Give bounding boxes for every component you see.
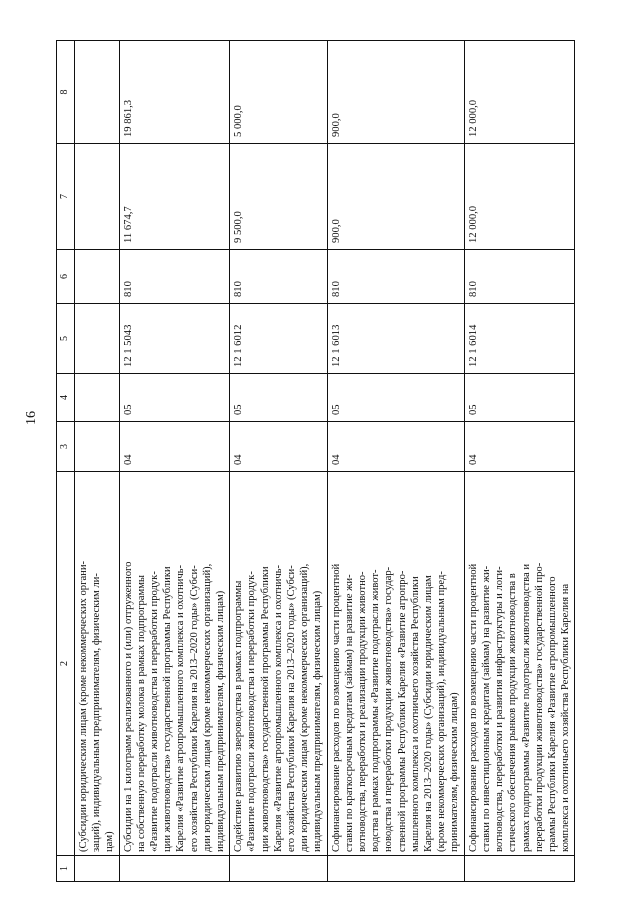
description-cell: [75, 472, 120, 856]
col1-cell: [327, 856, 464, 882]
col8-amount-cell: 5 000,0: [230, 41, 327, 144]
description-line: рамках подпрограммы «Развитие подотрасли животноводства и: [520, 563, 532, 852]
col3-cell: 04: [464, 422, 575, 472]
description-cell: [119, 472, 230, 856]
col7-amount-cell: 11 674,7: [119, 144, 230, 250]
table-body: [75, 41, 575, 882]
header-cell: 5: [57, 304, 75, 374]
description-line: Содействие развитию звероводства в рамках подпрограммы: [233, 580, 245, 852]
description-line: его хозяйства Республики Карелия на 2013–2020 годы» (Субси-: [188, 565, 200, 852]
description-line: ции животноводства» государственной программы Республики: [162, 566, 174, 852]
col1-cell: [75, 856, 120, 882]
col7-amount-cell: 12 000,0: [464, 144, 575, 250]
description-cell: [230, 472, 327, 856]
rotated-page: [56, 41, 640, 882]
col8-amount-cell: [75, 41, 120, 144]
description-line: его хозяйства Республики Карелия на 2013–2020 годы» (Субси-: [286, 565, 298, 852]
header-row: [57, 41, 75, 882]
col6-cell: 810: [119, 250, 230, 304]
col1-cell: [464, 856, 575, 882]
description-line: (кроме некоммерческих организаций), индивидуальным пред-: [436, 571, 448, 852]
description-line: переработки продукции животноводства» государственной про-: [533, 562, 545, 852]
description-line: индивидуальным предпринимателям, физическим лицам): [312, 590, 324, 852]
col8-amount-cell: 12 000,0: [464, 41, 575, 144]
description-line: ственной программы Республики Карелия «Развитие агропро-: [396, 570, 408, 852]
description-cell: [327, 472, 464, 856]
col4-cell: 05: [230, 374, 327, 422]
header-cell: 8: [57, 41, 75, 144]
description-line: стического обеспечения рынков продукции животноводства в: [507, 573, 519, 852]
table-row: [464, 41, 575, 882]
description-line: комплекса и охотничьего хозяйства Республики Карелия на: [560, 583, 572, 852]
header-cell: 3: [57, 422, 75, 472]
col4-cell: 05: [119, 374, 230, 422]
description-line: цам): [104, 831, 116, 852]
col1-cell: [119, 856, 230, 882]
col3-cell: 04: [327, 422, 464, 472]
description-line: водства в рамках подпрограммы «Развитие подотрасли живот-: [370, 569, 382, 852]
col5-code-cell: 12 1 6013: [327, 304, 464, 374]
page-number: 16: [24, 411, 39, 425]
description-line: «Развитие подотрасли животноводства и переработки продук-: [149, 571, 161, 852]
description-line: ции животноводства» государственной программы Республики: [259, 566, 271, 852]
description-line: новодства и переработки продукции животноводства» государ-: [383, 566, 395, 852]
table-row: [327, 41, 464, 882]
header-cell: 7: [57, 144, 75, 250]
col1-cell: [230, 856, 327, 882]
col7-amount-cell: [75, 144, 120, 250]
col5-code-cell: 12 1 5043: [119, 304, 230, 374]
col8-amount-cell: 900,0: [327, 41, 464, 144]
col5-code-cell: [75, 304, 120, 374]
description-line: на собственную переработку молока в рамках подпрограммы: [135, 574, 147, 852]
header-cell: 1: [57, 856, 75, 882]
description-line: индивидуальным предпринимателям, физическим лицам): [215, 590, 227, 852]
description-line: вотноводства, переработки и реализации продукции животно-: [357, 571, 369, 852]
header-cell: 2: [57, 472, 75, 856]
col3-cell: [75, 422, 120, 472]
col4-cell: [75, 374, 120, 422]
description-cell: [464, 472, 575, 856]
col6-cell: 810: [230, 250, 327, 304]
budget-table: [56, 40, 575, 882]
description-line: вотноводства, переработки и развития инфраструктуры и логи-: [494, 566, 506, 852]
col5-code-cell: 12 1 6014: [464, 304, 575, 374]
description-line: граммы Республики Карелия «Развитие агропромышленного: [546, 576, 558, 852]
description-line: дии юридическим лицам (кроме некоммерческих организаций),: [299, 563, 311, 852]
description-line: ставки по краткосрочным кредитам (займам) на развитие жи-: [343, 574, 355, 852]
col3-cell: 04: [119, 422, 230, 472]
description-line: Субсидии на 1 килограмм реализованного и (или) отгруженного: [122, 561, 134, 852]
table-row: [75, 41, 120, 882]
description-line: Карелия «Развитие агропромышленного комплекса и охотничь-: [272, 564, 284, 852]
col6-cell: 810: [327, 250, 464, 304]
description-line: Софинансирование расходов по возмещению части процентной: [467, 563, 479, 852]
description-line: дии юридическим лицам (кроме некоммерческих организаций),: [201, 563, 213, 852]
description-line: Софинансирование расходов по возмещению части процентной: [330, 563, 342, 852]
col4-cell: 05: [464, 374, 575, 422]
col4-cell: 05: [327, 374, 464, 422]
description-line: принимателям, физическим лицам): [449, 692, 461, 852]
description-line: заций), индивидуальным предпринимателям, физическим ли-: [91, 573, 103, 852]
col7-amount-cell: 900,0: [327, 144, 464, 250]
description-line: мышленного комплекса и охотничьего хозяйства Республики: [409, 576, 421, 852]
col7-amount-cell: 9 500,0: [230, 144, 327, 250]
header-cell: 4: [57, 374, 75, 422]
col5-code-cell: 12 1 6012: [230, 304, 327, 374]
description-line: Карелия на 2013–2020 годы» (Субсидии юридическим лицам: [423, 575, 435, 852]
header-cell: 6: [57, 250, 75, 304]
table-row: [230, 41, 327, 882]
col6-cell: [75, 250, 120, 304]
col6-cell: 810: [464, 250, 575, 304]
description-line: «Развитие подотрасли животноводства и переработки продук-: [246, 571, 258, 852]
table-row: [119, 41, 230, 882]
description-line: Карелия «Развитие агропромышленного комплекса и охотничь-: [175, 564, 187, 852]
description-line: (Субсидии юридическим лицам (кроме некоммерческих органи-: [78, 560, 89, 852]
description-line: ставки по инвестиционным кредитам (займам) на развитие жи-: [480, 565, 492, 852]
col3-cell: 04: [230, 422, 327, 472]
col8-amount-cell: 19 861,3: [119, 41, 230, 144]
